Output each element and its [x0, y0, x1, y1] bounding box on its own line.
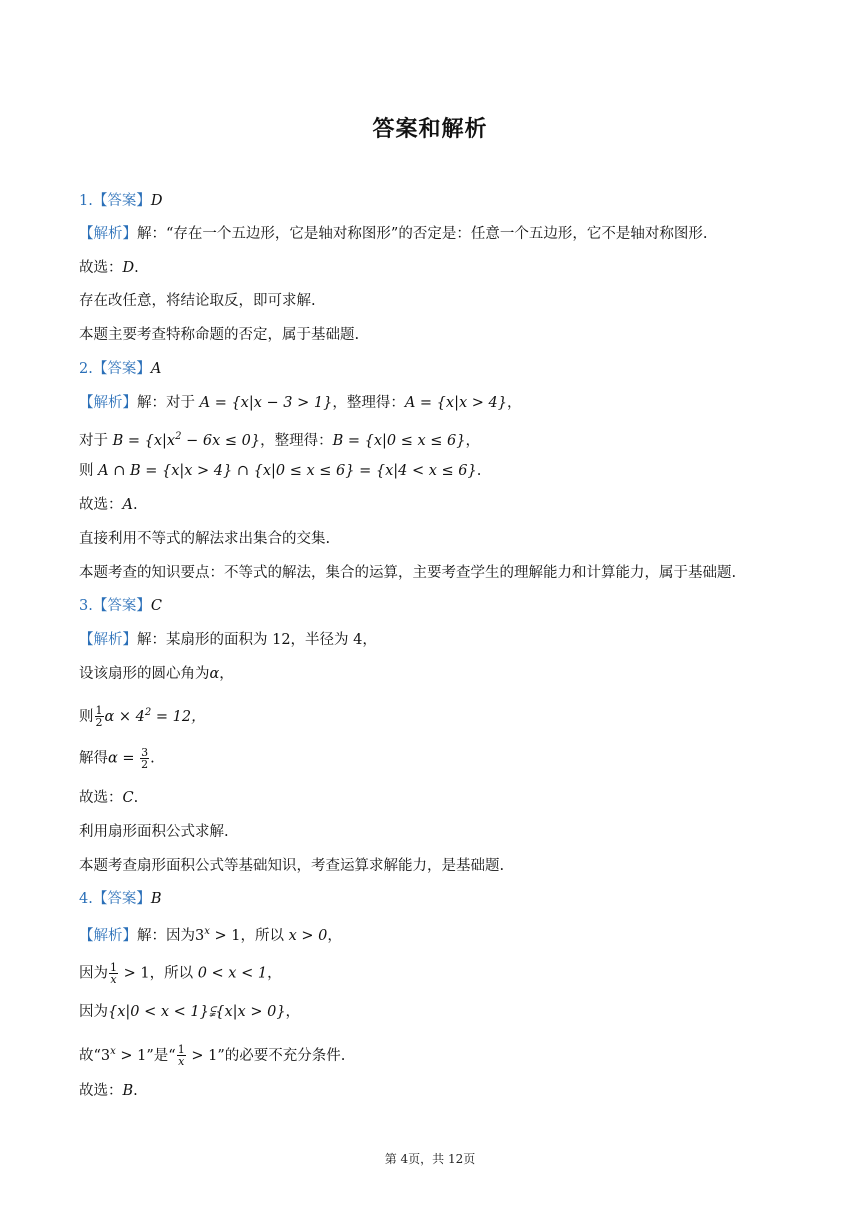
q2-set-b-line: 对于 $B = \{x|x^2 - 6x \le 0\}$，整理得：B = {x|0 ≤ x ≤ 6}， [79, 431, 480, 449]
q3-analysis-line: 【解析】解：某扇形的面积为 12，半径为 4， [79, 632, 377, 648]
q1-method-line: 存在改任意，将结论取反，即可求解. [79, 293, 316, 309]
q4-answer-line: 4.【答案】B [79, 891, 162, 907]
q4-conclusion-line: 故“$3^x > 1$”是“ $\frac{1}{x}$ > 1”的必要不充分条件. [79, 1043, 346, 1069]
q3-equation-line: 则 $\frac{1}{2}$ $\alpha \times 4^2 = 12$， [79, 704, 206, 730]
q1-answer-line: 1.【答案】D [79, 193, 163, 209]
q4-second-line: 因为 $\frac{1}{x}$ > 1，所以 0 < x < 1， [79, 961, 282, 986]
q3-solution-line: 解得α = $\frac{3}{2}$ . [79, 746, 155, 771]
q2-answer-line: 2.【答案】A [79, 361, 162, 377]
q4-analysis-line: 【解析】解：因为$3^x > 1$，所以 x > 0， [79, 926, 342, 944]
q1-comment-line: 本题主要考查特称命题的否定，属于基础题. [79, 327, 360, 343]
q3-answer-line: 3.【答案】C [79, 598, 162, 614]
q4-choice-line: 故选：B. [79, 1083, 138, 1099]
q4-subset-line: 因为{x|0 < x < 1}⫋{x|x > 0}， [79, 1004, 301, 1020]
q1-choice-line: 故选：D. [79, 260, 139, 276]
q2-choice-line: 故选：A. [79, 497, 138, 513]
q2-intersection-line: 则 A ∩ B = {x|x > 4} ∩ {x|0 ≤ x ≤ 6} = {x|4 < x ≤ 6}. [79, 463, 482, 479]
q2-method-line: 直接利用不等式的解法求出集合的交集. [79, 531, 331, 547]
fraction: $\frac{1}{2}$ [95, 704, 103, 730]
q3-method-line: 利用扇形面积公式求解. [79, 824, 229, 840]
q2-analysis-line: 【解析】解：对于 A = {x|x − 3 > 1}，整理得：A = {x|x > 4}， [79, 395, 522, 411]
fraction: $\frac{3}{2}$ [141, 746, 149, 771]
fraction: $\frac{1}{x}$ [110, 961, 117, 986]
page-footer: 第 4页，共 12页 [384, 1152, 476, 1166]
q1-analysis-line: 【解析】解：“存在一个五边形，它是轴对称图形”的否定是：任意一个五边形，它不是轴对称图形. [79, 226, 708, 242]
page-title: 答案和解析 [372, 117, 488, 142]
q3-angle-line: 设该扇形的圆心角为α， [79, 666, 234, 682]
q3-choice-line: 故选：C. [79, 790, 139, 806]
q3-comment-line: 本题考查扇形面积公式等基础知识，考查运算求解能力，是基础题. [79, 858, 505, 874]
q2-comment-line: 本题考查的知识要点：不等式的解法，集合的运算，主要考查学生的理解能力和计算能力，属于基础题. [79, 565, 737, 581]
fraction: $\frac{1}{x}$ [177, 1043, 185, 1069]
